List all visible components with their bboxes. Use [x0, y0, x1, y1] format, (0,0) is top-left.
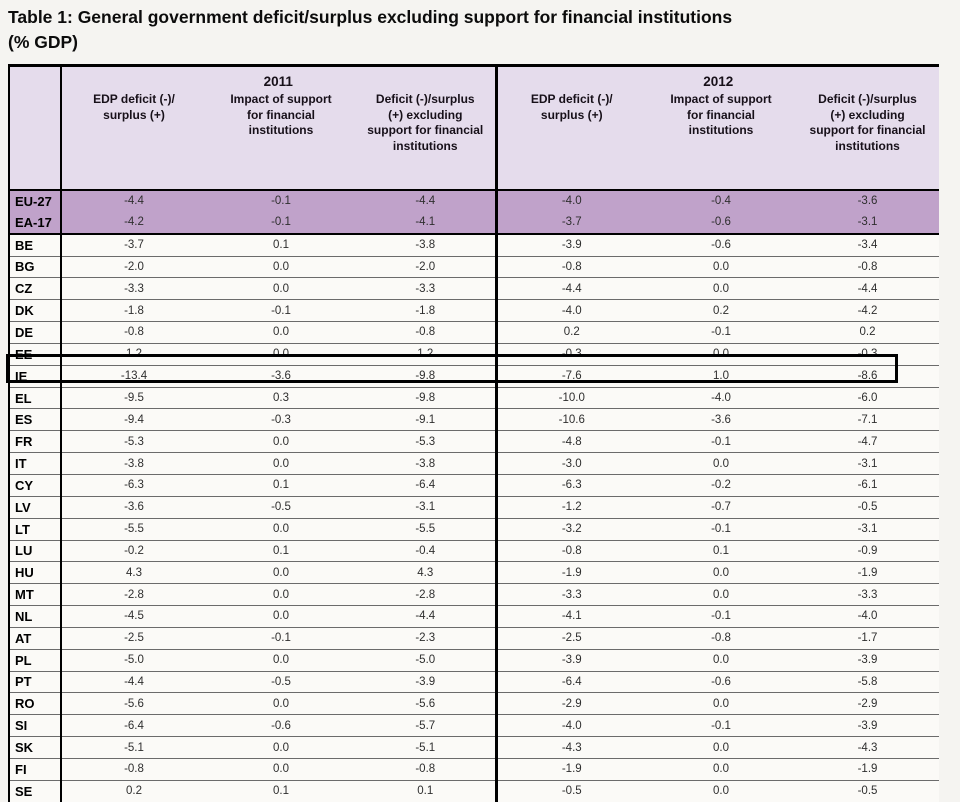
table-row — [9, 671, 939, 693]
value-cell: -1.8 — [356, 300, 496, 322]
value-cell: 0.0 — [273, 697, 289, 710]
value-cell: 1.0 — [713, 370, 730, 383]
value-cell: -0.8 — [561, 544, 582, 557]
value-cell: -3.6 — [271, 370, 291, 383]
value-cell: 0.2 — [563, 326, 580, 339]
value-cell: -1.2 — [561, 501, 582, 514]
value-cell: 0.0 — [713, 457, 730, 470]
value-cell: 0.1 — [713, 544, 730, 557]
value-cell: -2.5 — [561, 632, 582, 645]
value-cell: -6.0 — [857, 392, 878, 405]
table-row — [9, 474, 939, 496]
value-cell: -3.4 — [857, 239, 878, 252]
value-cell: -3.9 — [561, 239, 582, 252]
value-cell: 0.0 — [273, 566, 289, 579]
country-code: HU — [9, 562, 61, 584]
value-cell: -4.1 — [356, 212, 496, 234]
country-code: SK — [9, 737, 61, 759]
value-cell: -6.1 — [857, 479, 878, 492]
table-row — [9, 737, 939, 759]
value-cell: 0.0 — [713, 348, 730, 361]
value-cell: 0.0 — [713, 566, 730, 579]
country-code: CY — [9, 474, 61, 496]
table-row — [9, 365, 939, 387]
value-cell: -3.7 — [124, 239, 144, 252]
value-cell: -2.0 — [124, 260, 144, 273]
value-cell: -1.9 — [857, 763, 878, 776]
country-code: DK — [9, 300, 61, 322]
table-row — [9, 540, 939, 562]
value-cell: -3.0 — [561, 457, 582, 470]
value-cell: -0.3 — [857, 348, 878, 361]
country-code: PL — [9, 649, 61, 671]
table-row — [9, 409, 939, 431]
value-cell: -0.8 — [124, 763, 144, 776]
value-cell: -4.5 — [124, 610, 144, 623]
value-cell: 0.1 — [273, 785, 289, 798]
value-cell: -4.3 — [561, 741, 582, 754]
value-cell: -3.1 — [857, 216, 878, 229]
value-cell: 0.0 — [273, 523, 289, 536]
value-cell: -0.3 — [271, 413, 291, 426]
value-cell: 0.3 — [273, 392, 289, 405]
table-row — [9, 627, 939, 649]
value-cell: -4.7 — [857, 435, 878, 448]
column-header-text: Impact of support for financial institutions — [670, 92, 772, 137]
value-cell: -4.4 — [561, 282, 582, 295]
country-code: DE — [9, 322, 61, 344]
value-cell: -0.1 — [271, 195, 291, 208]
value-cell: 0.0 — [273, 610, 289, 623]
value-cell: -10.6 — [558, 413, 585, 426]
value-cell: -9.8 — [356, 365, 496, 387]
value-cell: -3.3 — [124, 282, 144, 295]
table-row — [9, 234, 939, 256]
table-row — [9, 256, 939, 278]
value-cell: -3.3 — [857, 588, 878, 601]
value-cell: 0.0 — [273, 588, 289, 601]
table-row — [9, 212, 939, 234]
column-header-text: Deficit (-)/surplus (+) excluding support for financial institutions — [809, 92, 926, 153]
table-row — [9, 190, 939, 212]
value-cell: 0.2 — [713, 304, 730, 317]
value-cell: -5.5 — [356, 518, 496, 540]
value-cell: -9.1 — [356, 409, 496, 431]
value-cell: -3.7 — [561, 216, 582, 229]
value-cell: -5.6 — [124, 697, 144, 710]
table-row — [9, 780, 939, 801]
value-cell: -0.5 — [857, 785, 878, 798]
value-cell: -5.3 — [356, 431, 496, 453]
value-cell: -0.7 — [711, 501, 731, 514]
value-cell: 0.2 — [859, 326, 876, 339]
table-row — [9, 322, 939, 344]
country-code: PT — [9, 671, 61, 693]
value-cell: -3.1 — [857, 523, 878, 536]
value-cell: -5.3 — [124, 435, 144, 448]
table-title-line2: (% GDP) — [8, 32, 78, 52]
value-cell: -2.3 — [356, 627, 496, 649]
value-cell: -0.8 — [124, 326, 144, 339]
table-row — [9, 693, 939, 715]
value-cell: -0.1 — [271, 632, 291, 645]
country-code: FI — [9, 758, 61, 780]
value-cell: -1.9 — [561, 763, 582, 776]
table-row — [9, 518, 939, 540]
value-cell: -4.4 — [857, 282, 878, 295]
table-row — [9, 387, 939, 409]
country-code: EE — [9, 343, 61, 365]
value-cell: -1.9 — [561, 566, 582, 579]
value-cell: -0.1 — [271, 216, 291, 229]
value-cell: 0.0 — [713, 741, 730, 754]
column-header-text: Impact of support for financial institutions — [230, 92, 332, 137]
table-row — [9, 649, 939, 671]
value-cell: 0.2 — [126, 785, 142, 798]
value-cell: -2.8 — [356, 584, 496, 606]
country-code: EL — [9, 387, 61, 409]
column-header — [356, 89, 496, 190]
table-row — [9, 278, 939, 300]
value-cell: -6.3 — [561, 479, 582, 492]
country-code: AT — [9, 627, 61, 649]
value-cell: -4.2 — [857, 304, 878, 317]
value-cell: -3.9 — [857, 654, 878, 667]
value-cell: -9.5 — [124, 392, 144, 405]
value-cell: 0.0 — [273, 435, 289, 448]
value-cell: -0.8 — [857, 260, 878, 273]
value-cell: -0.1 — [711, 326, 731, 339]
country-code: LT — [9, 518, 61, 540]
value-cell: 0.0 — [273, 326, 289, 339]
value-cell: -2.9 — [857, 697, 878, 710]
table-row — [9, 758, 939, 780]
table-row — [9, 431, 939, 453]
page — [0, 5, 960, 799]
value-cell: 4.3 — [126, 566, 142, 579]
value-cell: -2.8 — [124, 588, 144, 601]
value-cell: -4.4 — [124, 675, 144, 688]
value-cell: -13.4 — [120, 370, 148, 383]
value-cell: -0.4 — [356, 540, 496, 562]
table-row — [9, 343, 939, 365]
value-cell: -5.6 — [356, 693, 496, 715]
value-cell: -5.1 — [356, 737, 496, 759]
value-cell: -2.0 — [356, 256, 496, 278]
column-header-text: EDP deficit (-)/ surplus (+) — [530, 92, 613, 122]
value-cell: -5.8 — [857, 675, 878, 688]
value-cell: 4.3 — [356, 562, 496, 584]
value-cell: -4.0 — [857, 610, 878, 623]
value-cell: -3.2 — [561, 523, 582, 536]
table-row — [9, 562, 939, 584]
value-cell: 0.0 — [713, 588, 730, 601]
value-cell: -0.1 — [711, 610, 731, 623]
value-cell: 0.0 — [273, 348, 289, 361]
value-cell: 1.2 — [126, 348, 142, 361]
value-cell: 0.0 — [713, 697, 730, 710]
value-cell: -3.8 — [356, 234, 496, 256]
value-cell: -0.8 — [561, 260, 582, 273]
country-code: BG — [9, 256, 61, 278]
table-title-line1: Table 1: General government deficit/surplus excluding support for financial institutions — [8, 7, 733, 27]
value-cell: 0.1 — [356, 780, 496, 801]
value-cell: -3.9 — [857, 719, 878, 732]
country-code: MT — [9, 584, 61, 606]
value-cell: -6.4 — [124, 719, 144, 732]
value-cell: -5.0 — [356, 649, 496, 671]
value-cell: 0.0 — [273, 260, 289, 273]
value-cell: -1.8 — [124, 304, 144, 317]
column-header — [206, 89, 356, 190]
value-cell: -3.8 — [356, 453, 496, 475]
value-cell: 0.0 — [273, 654, 289, 667]
value-cell: -1.9 — [857, 566, 878, 579]
value-cell: 0.0 — [273, 457, 289, 470]
value-cell: 0.0 — [713, 282, 730, 295]
value-cell: -4.0 — [711, 392, 731, 405]
value-cell: -4.0 — [561, 304, 582, 317]
value-cell: -1.7 — [857, 632, 878, 645]
value-cell: -10.0 — [558, 392, 585, 405]
table-row — [9, 453, 939, 475]
value-cell: -0.1 — [711, 523, 731, 536]
country-code: BE — [9, 234, 61, 256]
table-row — [9, 584, 939, 606]
value-cell: -0.1 — [271, 304, 291, 317]
column-header-text: Deficit (-)/surplus (+) excluding support for financial institutions — [367, 92, 484, 153]
table-row — [9, 496, 939, 518]
value-cell: 0.0 — [713, 260, 730, 273]
value-cell: -6.4 — [561, 675, 582, 688]
value-cell: -4.2 — [124, 216, 144, 229]
value-cell: 0.1 — [273, 239, 289, 252]
value-cell: -4.0 — [561, 195, 582, 208]
value-cell: -0.8 — [356, 758, 496, 780]
value-cell: -2.9 — [561, 697, 582, 710]
value-cell: -0.6 — [711, 239, 731, 252]
value-cell: -0.5 — [271, 501, 291, 514]
value-cell: -7.1 — [857, 413, 878, 426]
column-header — [646, 89, 796, 190]
country-code: ES — [9, 409, 61, 431]
value-cell: -4.4 — [356, 190, 496, 212]
country-code: IE — [9, 365, 61, 387]
value-cell: -3.8 — [124, 457, 144, 470]
value-cell: -3.9 — [356, 671, 496, 693]
table-row — [9, 715, 939, 737]
value-cell: 0.0 — [713, 785, 730, 798]
value-cell: -3.6 — [857, 195, 878, 208]
value-cell: -4.3 — [857, 741, 878, 754]
country-code: CZ — [9, 278, 61, 300]
value-cell: 0.0 — [273, 282, 289, 295]
value-cell: 0.1 — [273, 479, 289, 492]
value-cell: -0.8 — [356, 322, 496, 344]
value-cell: -4.1 — [561, 610, 582, 623]
value-cell: -4.0 — [561, 719, 582, 732]
value-cell: -4.4 — [356, 606, 496, 628]
country-code: NL — [9, 606, 61, 628]
value-cell: -0.6 — [271, 719, 291, 732]
value-cell: -0.6 — [711, 216, 731, 229]
value-cell: -5.0 — [124, 654, 144, 667]
value-cell: 0.0 — [273, 763, 289, 776]
value-cell: -5.5 — [124, 523, 144, 536]
value-cell: -3.9 — [561, 654, 582, 667]
value-cell: -5.1 — [124, 741, 144, 754]
column-header-text: EDP deficit (-)/ surplus (+) — [93, 92, 175, 122]
value-cell: -6.4 — [356, 474, 496, 496]
table-row — [9, 606, 939, 628]
value-cell: -3.6 — [711, 413, 731, 426]
value-cell: -0.6 — [711, 675, 731, 688]
country-code: LV — [9, 496, 61, 518]
value-cell: -0.1 — [711, 435, 731, 448]
value-cell: -0.4 — [711, 195, 731, 208]
country-code: EA-17 — [9, 212, 61, 234]
value-cell: -0.2 — [124, 544, 144, 557]
value-cell: -3.1 — [857, 457, 878, 470]
value-cell: -0.5 — [271, 675, 291, 688]
country-code: IT — [9, 453, 61, 475]
value-cell: -9.8 — [356, 387, 496, 409]
value-cell: -3.3 — [356, 278, 496, 300]
country-code: RO — [9, 693, 61, 715]
value-cell: -0.1 — [711, 719, 731, 732]
value-cell: -0.8 — [711, 632, 731, 645]
table-header — [9, 66, 939, 191]
value-cell: -9.4 — [124, 413, 144, 426]
value-cell: 0.1 — [273, 544, 289, 557]
deficit-surplus-table — [8, 64, 939, 802]
value-cell: 1.2 — [356, 343, 496, 365]
value-cell: -6.3 — [124, 479, 144, 492]
value-cell: -8.6 — [857, 370, 878, 383]
value-cell: -3.3 — [561, 588, 582, 601]
column-header — [496, 89, 646, 190]
year-header-2011: 2011 — [61, 66, 496, 90]
value-cell: -4.8 — [561, 435, 582, 448]
value-cell: 0.0 — [713, 763, 730, 776]
value-cell: -4.4 — [124, 195, 144, 208]
country-code: EU-27 — [9, 190, 61, 212]
value-cell: 0.0 — [273, 741, 289, 754]
value-cell: -0.5 — [561, 785, 582, 798]
value-cell: -7.6 — [561, 370, 582, 383]
corner-cell — [9, 66, 61, 191]
column-header — [796, 89, 939, 190]
value-cell: -3.1 — [356, 496, 496, 518]
table-row — [9, 300, 939, 322]
value-cell: -5.7 — [356, 715, 496, 737]
year-header-2012: 2012 — [496, 66, 939, 90]
value-cell: -0.3 — [561, 348, 582, 361]
value-cell: -2.5 — [124, 632, 144, 645]
country-code: FR — [9, 431, 61, 453]
value-cell: 0.0 — [713, 654, 730, 667]
table-title — [8, 5, 938, 55]
country-code: SI — [9, 715, 61, 737]
country-code: LU — [9, 540, 61, 562]
value-cell: -0.9 — [857, 544, 878, 557]
value-cell: -0.2 — [711, 479, 731, 492]
value-cell: -0.5 — [857, 501, 878, 514]
country-code: SE — [9, 780, 61, 801]
column-header — [61, 89, 206, 190]
value-cell: -3.6 — [124, 501, 144, 514]
